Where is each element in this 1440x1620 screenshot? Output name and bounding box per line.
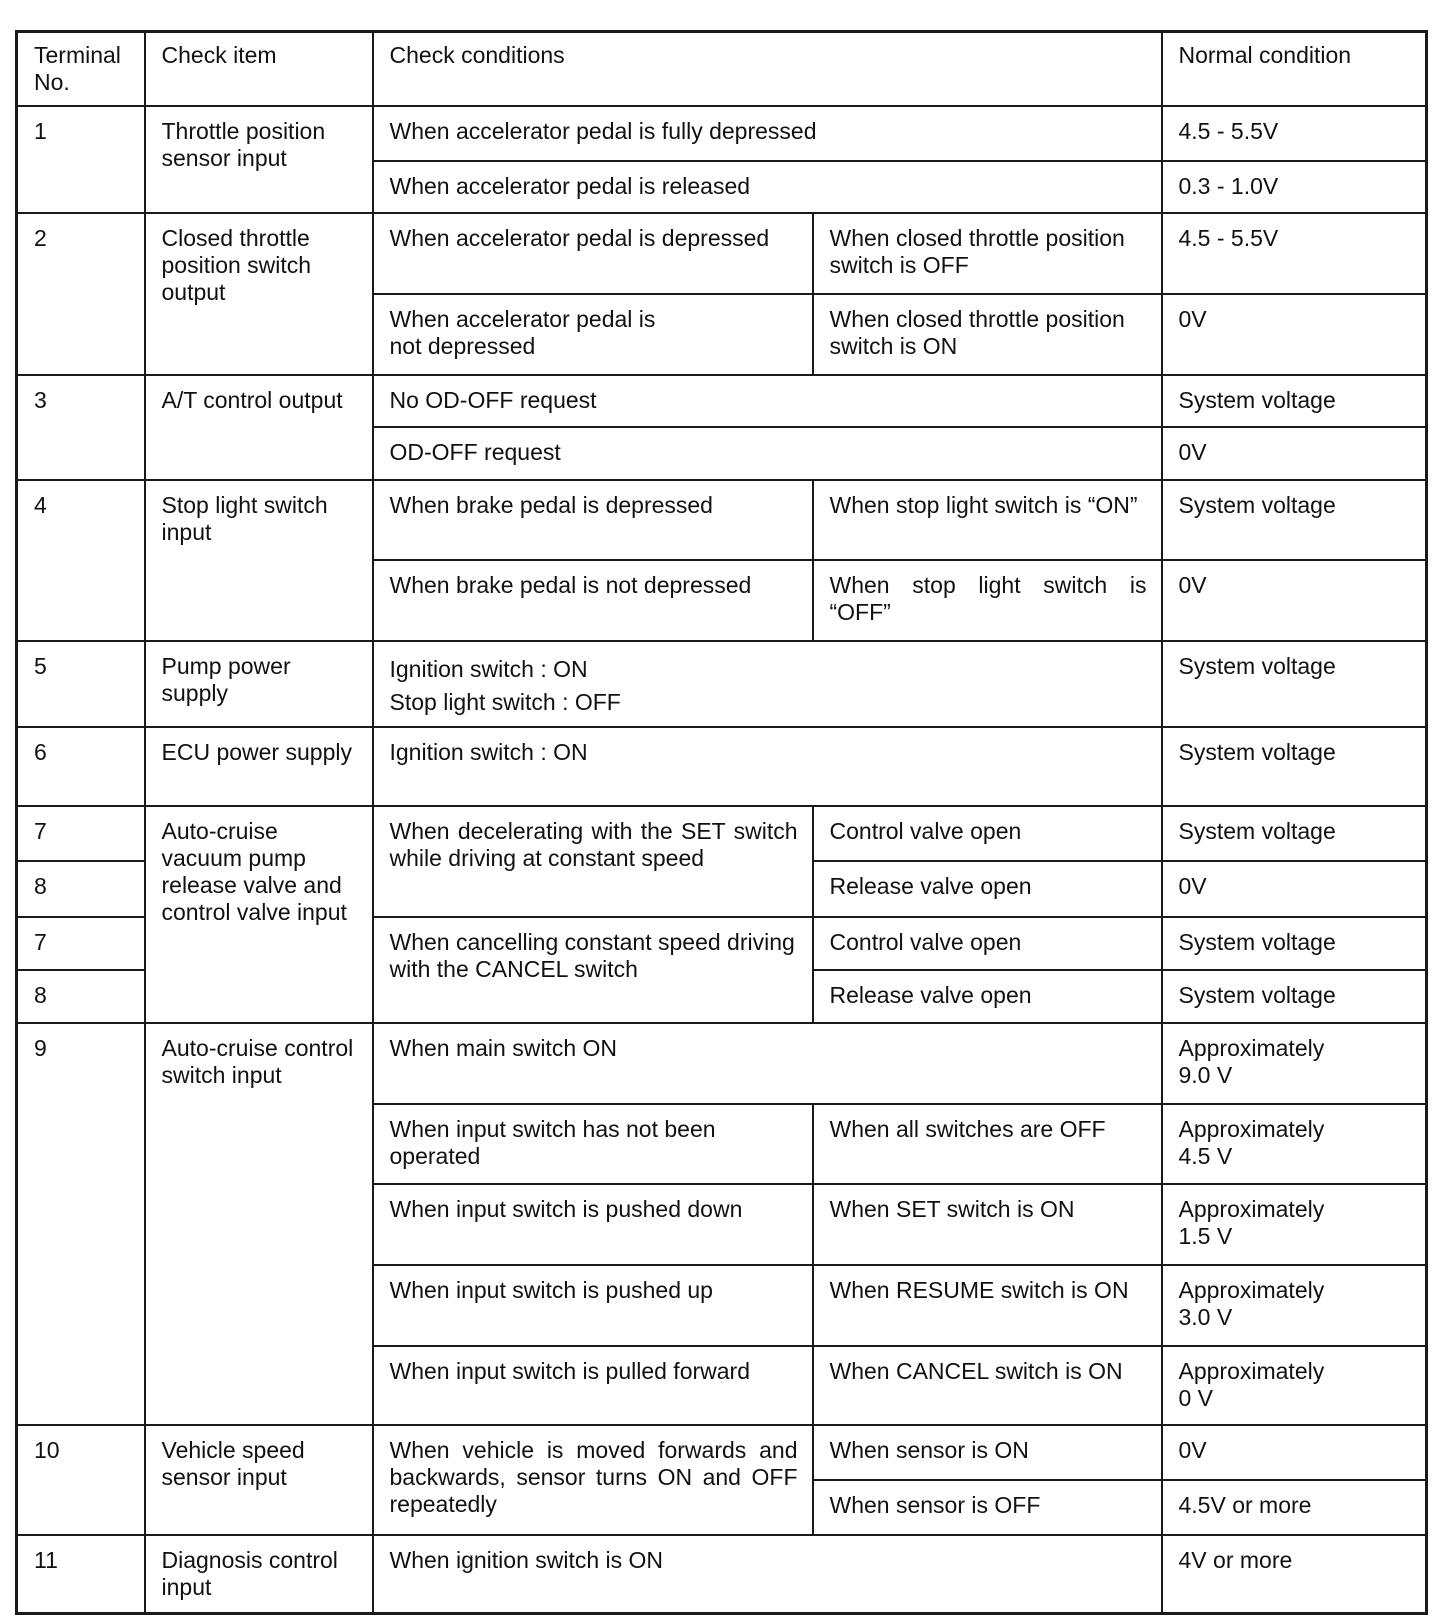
terminal-number: 10	[17, 1425, 145, 1535]
check-item: ECU power supply	[145, 727, 373, 806]
check-condition: When brake pedal is depressed	[373, 480, 813, 561]
check-condition: OD-OFF request	[373, 427, 1162, 479]
table-row	[17, 213, 1427, 294]
table-row	[17, 806, 1427, 862]
normal-condition: System voltage	[1162, 641, 1427, 727]
normal-condition: System voltage	[1162, 806, 1427, 862]
check-condition: When input switch is pulled forward	[373, 1346, 813, 1425]
terminal-number: 3	[17, 375, 145, 480]
check-condition: When accelerator pedal is not depressed	[373, 294, 813, 375]
check-sub-condition: When SET switch is ON	[813, 1184, 1162, 1265]
normal-condition: Approximately 1.5 V	[1162, 1184, 1427, 1265]
check-condition: When accelerator pedal is depressed	[373, 213, 813, 294]
check-item: Auto-cruise vacuum pump release valve and control valve input	[145, 806, 373, 1023]
check-item: Stop light switch input	[145, 480, 373, 642]
header-check-conditions: Check conditions	[373, 32, 1162, 107]
normal-condition: 0V	[1162, 427, 1427, 479]
terminal-number: 7	[17, 806, 145, 862]
check-sub-condition: When CANCEL switch is ON	[813, 1346, 1162, 1425]
check-condition: When ignition switch is ON	[373, 1535, 1162, 1614]
normal-condition: System voltage	[1162, 480, 1427, 561]
check-sub-condition: Release valve open	[813, 861, 1162, 917]
normal-condition: System voltage	[1162, 375, 1427, 427]
check-item: A/T control output	[145, 375, 373, 480]
check-condition: When decelerating with the SET switch while driving at constant speed	[373, 806, 813, 917]
header-check-item: Check item	[145, 32, 373, 107]
check-condition: Ignition switch : ON Stop light switch : OFF	[373, 641, 1162, 727]
check-sub-condition: When RESUME switch is ON	[813, 1265, 1162, 1346]
check-sub-condition: When sensor is ON	[813, 1425, 1162, 1481]
check-item: Auto-cruise control switch input	[145, 1023, 373, 1425]
table-row	[17, 375, 1427, 427]
table-header-row	[17, 32, 1427, 107]
terminal-check-table	[15, 30, 1428, 1615]
normal-condition: 0V	[1162, 560, 1427, 641]
check-item: Throttle position sensor input	[145, 106, 373, 213]
normal-condition: 0.3 - 1.0V	[1162, 161, 1427, 213]
check-condition: When brake pedal is not depressed	[373, 560, 813, 641]
normal-condition: System voltage	[1162, 727, 1427, 806]
normal-condition: Approximately 0 V	[1162, 1346, 1427, 1425]
normal-condition: Approximately 3.0 V	[1162, 1265, 1427, 1346]
check-condition: Ignition switch : ON	[373, 727, 1162, 806]
header-terminal-no: Terminal No.	[17, 32, 145, 107]
terminal-number: 9	[17, 1023, 145, 1425]
check-condition: When cancelling constant speed driving with the CANCEL switch	[373, 917, 813, 1023]
check-sub-condition: When closed throttle position switch is OFF	[813, 213, 1162, 294]
check-item: Vehicle speed sensor input	[145, 1425, 373, 1535]
terminal-number: 2	[17, 213, 145, 375]
header-normal-condition: Normal condition	[1162, 32, 1427, 107]
normal-condition: 0V	[1162, 294, 1427, 375]
check-condition: When input switch has not been operated	[373, 1104, 813, 1185]
normal-condition: System voltage	[1162, 917, 1427, 971]
check-sub-condition: When stop light switch is “OFF”	[813, 560, 1162, 641]
check-condition: When accelerator pedal is fully depressed	[373, 106, 1162, 161]
check-condition: When accelerator pedal is released	[373, 161, 1162, 213]
check-condition: When main switch ON	[373, 1023, 1162, 1104]
check-condition: When input switch is pushed down	[373, 1184, 813, 1265]
terminal-number: 11	[17, 1535, 145, 1614]
check-sub-condition: When stop light switch is “ON”	[813, 480, 1162, 561]
table-row	[17, 106, 1427, 161]
normal-condition: 0V	[1162, 861, 1427, 917]
terminal-number: 1	[17, 106, 145, 213]
normal-condition: 4.5V or more	[1162, 1480, 1427, 1535]
table-row	[17, 1425, 1427, 1481]
normal-condition: Approximately 4.5 V	[1162, 1104, 1427, 1185]
table-row	[17, 480, 1427, 561]
table-row	[17, 1023, 1427, 1104]
terminal-number: 4	[17, 480, 145, 642]
normal-condition: Approximately 9.0 V	[1162, 1023, 1427, 1104]
check-sub-condition: When all switches are OFF	[813, 1104, 1162, 1185]
check-condition: When vehicle is moved forwards and backwards, sensor turns ON and OFF repeatedly	[373, 1425, 813, 1535]
normal-condition: 4.5 - 5.5V	[1162, 106, 1427, 161]
table-row	[17, 641, 1427, 727]
check-item: Diagnosis control input	[145, 1535, 373, 1614]
check-sub-condition: Release valve open	[813, 970, 1162, 1022]
normal-condition: System voltage	[1162, 970, 1427, 1022]
terminal-number: 8	[17, 861, 145, 917]
check-sub-condition: When sensor is OFF	[813, 1480, 1162, 1535]
normal-condition: 4V or more	[1162, 1535, 1427, 1614]
check-item: Closed throttle position switch output	[145, 213, 373, 375]
check-item: Pump power supply	[145, 641, 373, 727]
check-condition: When input switch is pushed up	[373, 1265, 813, 1346]
terminal-number: 5	[17, 641, 145, 727]
terminal-number: 6	[17, 727, 145, 806]
table-row	[17, 1535, 1427, 1614]
check-condition: No OD-OFF request	[373, 375, 1162, 427]
terminal-number: 7	[17, 917, 145, 971]
normal-condition: 4.5 - 5.5V	[1162, 213, 1427, 294]
check-sub-condition: Control valve open	[813, 806, 1162, 862]
normal-condition: 0V	[1162, 1425, 1427, 1481]
table-row	[17, 727, 1427, 806]
terminal-number: 8	[17, 970, 145, 1022]
check-sub-condition: Control valve open	[813, 917, 1162, 971]
check-sub-condition: When closed throttle position switch is ON	[813, 294, 1162, 375]
inspection-table-page	[15, 30, 1425, 1615]
